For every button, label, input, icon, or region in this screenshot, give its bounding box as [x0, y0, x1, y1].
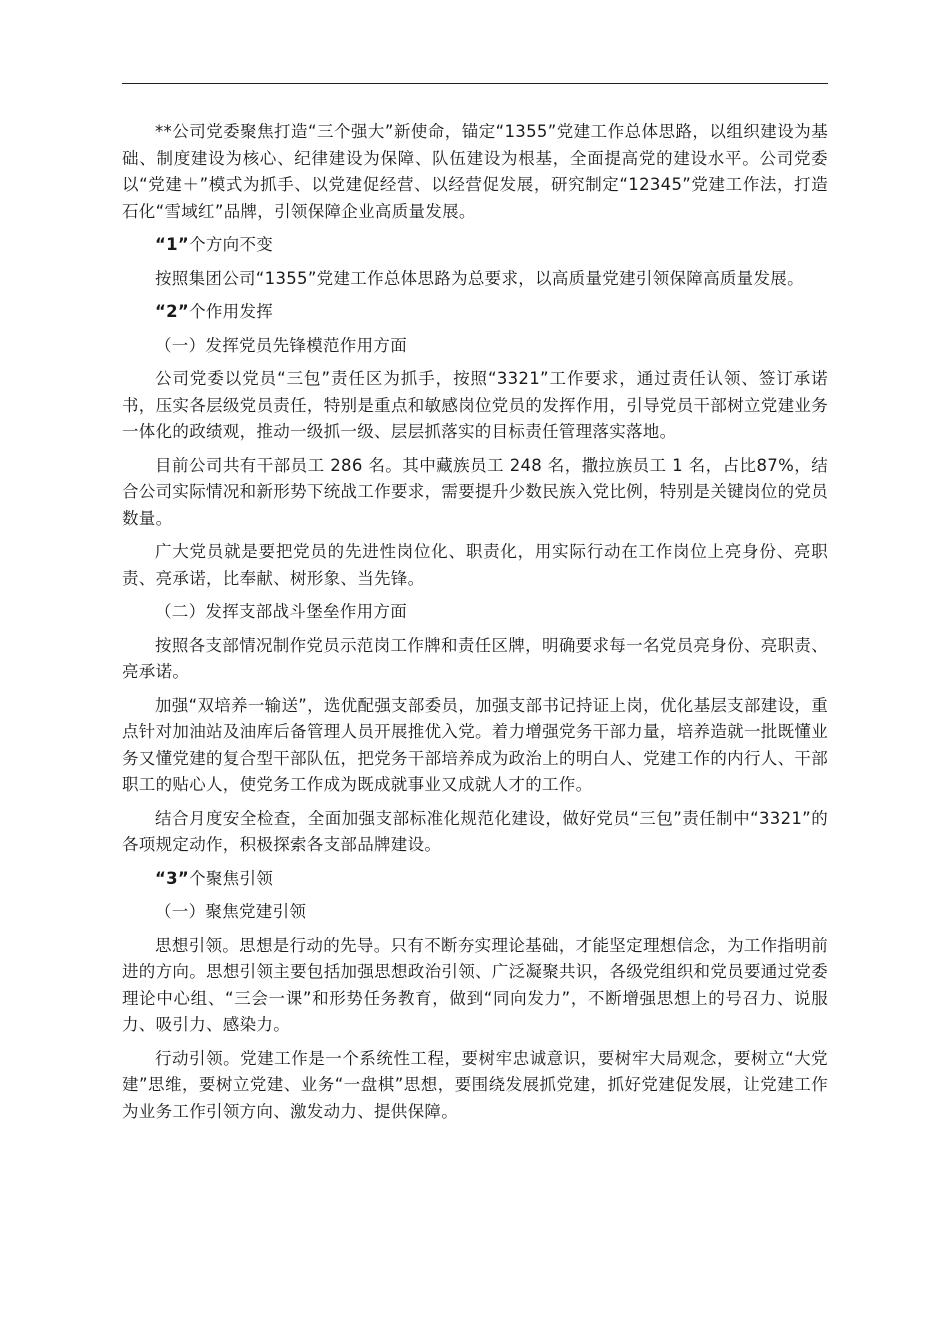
paragraph: 广大党员就是要把党员的先进性岗位化、职责化，用实际行动在工作岗位上亮身份、亮职责、亮承诺，比奉献、树形象、当先锋。 — [122, 542, 828, 588]
paragraph: 加强“双培养一输送”，选优配强支部委员，加强支部书记持证上岗，优化基层支部建设，重点针对加油站及油库后备管理人员开展推优入党。着力增强党务干部力量，培养造就一批既懂业务又懂党建的复合型干部队伍，把党务干部培养成为政治上的明白人、党建工作的内行人、干部职工的贴心人，使党务工作成为既成就事业又成就人才的工作。 — [122, 695, 828, 794]
document-body — [122, 119, 828, 1132]
section-heading-text: 个聚焦引领 — [189, 868, 274, 888]
paragraph: 结合月度安全检查，全面加强支部标准化规范化建设，做好党员“三包”责任制中“3321”的各项规定动作，积极探索各支部品牌建设。 — [122, 808, 828, 854]
paragraph: 目前公司共有干部员工 286 名。其中藏族员工 248 名，撒拉族员工 1 名，占比87%，结合公司实际情况和新形势下统战工作要求，需要提升少数民族入党比例，特别是关键岗位的党员数量。 — [122, 455, 828, 528]
section-heading-number: “1” — [155, 235, 190, 254]
section-heading — [122, 299, 828, 326]
section-heading — [122, 232, 828, 259]
section-heading-number: “3” — [155, 868, 190, 888]
paragraph: 按照各支部情况制作党员示范岗工作牌和责任区牌，明确要求每一名党员亮身份、亮职责、亮承诺。 — [122, 635, 828, 681]
section-heading-number: “2” — [155, 302, 190, 321]
paragraph: 公司党委以党员“三包”责任区为抓手，按照“3321”工作要求，通过责任认领、签订承诺书，压实各层级党员责任，特别是重点和敏感岗位党员的发挥作用，引导党员干部树立党建业务一体化的政绩观，推动一级抓一级、层层抓落实的目标责任管理落实落地。 — [122, 369, 828, 441]
paragraph: 思想引领。思想是行动的先导。只有不断夯实理论基础，才能坚定理想信念，为工作指明前进的方向。思想引领主要包括加强思想政治引领、广泛凝聚共识，各级党组织和党员要通过党委理论中心组、“三会一课”和形势任务教育，做到“同向发力”，不断增强思想上的号召力、说服力、吸引力、感染力。 — [122, 935, 828, 1034]
subsection-heading: （一）聚焦党建引领 — [155, 902, 307, 921]
section-heading-text: 个方向不变 — [189, 235, 274, 254]
paragraph: 按照集团公司“1355”党建工作总体思路为总要求，以高质量党建引领保障高质量发展。 — [155, 268, 804, 288]
subsection-heading: （一）发挥党员先锋模范作用方面 — [155, 335, 407, 355]
subsection-heading: （二）发挥支部战斗堡垒作用方面 — [155, 602, 407, 621]
paragraph: 行动引领。党建工作是一个系统性工程，要树牢忠诚意识，要树牢大局观念，要树立“大党建”思维，要树立党建、业务“一盘棋”思想，要围绕发展抓党建，抓好党建促发展，让党建工作为业务工作引领方向、激发动力、提供保障。 — [122, 1048, 828, 1121]
section-heading-text: 个作用发挥 — [189, 302, 274, 321]
section-heading — [122, 866, 828, 893]
header-rule — [122, 83, 828, 84]
paragraph: **公司党委聚焦打造“三个强大”新使命，锚定“1355”党建工作总体思路，以组织建设为基础、制度建设为核心、纪律建设为保障、队伍建设为根基，全面提高党的建设水平。公司党委以“党建＋”模式为抓手、以党建促经营、以经营促发展，研究制定“12345”党建工作法，打造石化“雪域红”品牌，引领保障企业高质量发展。 — [122, 122, 828, 221]
